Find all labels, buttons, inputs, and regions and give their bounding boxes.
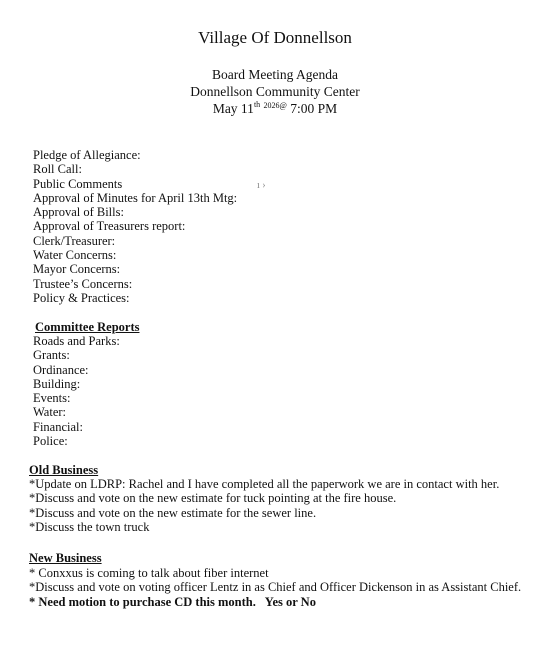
- new-business-heading: New Business: [29, 551, 102, 565]
- committee-item: Ordinance:: [33, 362, 89, 377]
- committee-item: Water:: [33, 405, 67, 420]
- date-day: May 11: [212, 101, 254, 116]
- agenda-item: Policy & Practices:: [33, 290, 130, 305]
- motion-vote: Yes or No: [264, 594, 316, 609]
- agenda-item: Public Comments: [33, 176, 123, 191]
- committee-item: Events:: [33, 391, 71, 406]
- meeting-date: [0, 100, 550, 117]
- scan-mark: ı ›: [257, 180, 266, 191]
- old-business-item: *Discuss and vote on the new estimate for the sewer line.: [29, 505, 317, 520]
- meeting-type: Board Meeting Agenda: [212, 67, 338, 82]
- agenda-item: Pledge of Allegiance:: [33, 148, 141, 162]
- motion-text: * Need motion to purchase CD this month.: [29, 594, 256, 609]
- date-suffix: th: [253, 100, 261, 109]
- new-business-list: [29, 566, 521, 609]
- agenda-item: Approval of Bills:: [33, 205, 124, 220]
- page-title: Village Of Donnellson: [198, 28, 352, 47]
- committee-item: Financial:: [33, 419, 83, 434]
- old-business-item: *Update on LDRP: Rachel and I have completed all the paperwork we are in contact with her.: [29, 477, 500, 491]
- committee-item: Grants:: [33, 348, 70, 363]
- old-business-heading: Old Business: [29, 463, 99, 477]
- agenda-item: Clerk/Treasurer:: [33, 233, 116, 248]
- old-business-list: [29, 477, 499, 534]
- agenda-item: Water Concerns:: [33, 248, 117, 263]
- date-year: 2026: [263, 101, 280, 110]
- committee-item: Building:: [33, 376, 81, 391]
- date-at: @: [279, 101, 287, 110]
- agenda-item: Mayor Concerns:: [33, 262, 121, 277]
- old-business-item: *Discuss and vote on the new estimate for tuck pointing at the fire house.: [29, 491, 397, 506]
- meeting-location: Donnellson Community Center: [190, 84, 360, 99]
- agenda-item: Roll Call:: [33, 162, 82, 177]
- committee-heading: Committee Reports: [35, 320, 140, 334]
- agenda-item: Approval of Treasurers report:: [33, 219, 186, 234]
- agenda-item: Trustee’s Concerns:: [33, 276, 133, 291]
- agenda-item: Approval of Minutes for April 13th Mtg:: [33, 190, 238, 205]
- old-business-item: *Discuss the town truck: [29, 519, 150, 534]
- new-business-item: * Conxxus is coming to talk about fiber internet: [29, 566, 269, 580]
- committee-list: [33, 334, 120, 448]
- meeting-time: 7:00 PM: [290, 101, 338, 116]
- new-business-item: *Discuss and vote on voting officer Lentz in as Chief and Officer Dickenson in as Assistant Chief.: [29, 580, 522, 595]
- agenda-list: [33, 148, 237, 305]
- committee-item: Police:: [33, 434, 68, 449]
- new-business-motion-item: [29, 595, 521, 609]
- committee-item: Roads and Parks:: [33, 334, 120, 348]
